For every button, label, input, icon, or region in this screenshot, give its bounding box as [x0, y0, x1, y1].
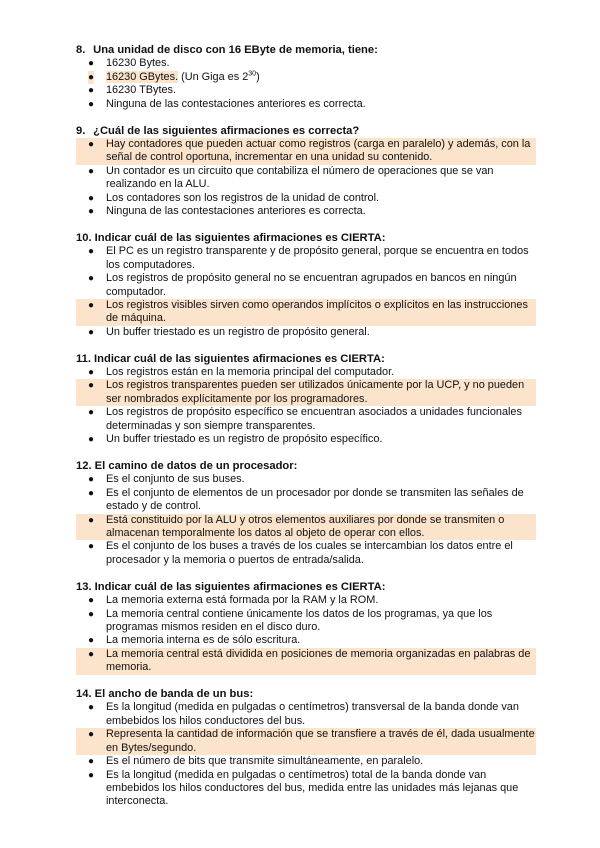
bullet-icon: ●: [88, 98, 95, 110]
question-title: [76, 581, 536, 594]
bullet-icon: ●: [88, 299, 95, 311]
option-text: Es el número de bits que transmite simultáneamente, en paralelo.: [106, 755, 424, 768]
answer-option: [76, 205, 536, 218]
option-text: Está constituido por la ALU y otros elementos auxiliares por donde se transmiten o almacenan temporalmente los datos al objeto de operar con ellos.: [106, 513, 505, 539]
bullet-icon: ●: [88, 541, 95, 553]
answer-options: [76, 366, 536, 446]
bullet-icon: ●: [88, 380, 95, 392]
option-text: 16230 Bytes.: [106, 57, 170, 70]
question-number: 12.: [76, 459, 92, 472]
question-13: [76, 581, 536, 675]
answer-option: [76, 192, 536, 205]
option-text: Un buffer triestado es un registro de propósito específico.: [106, 433, 383, 446]
answer-option-highlighted: [76, 514, 536, 541]
answer-option: [76, 433, 536, 446]
option-text: Ninguna de las contestaciones anteriores es correcta.: [106, 204, 366, 217]
bullet-icon: ●: [88, 367, 95, 379]
question-number: 8.: [76, 44, 86, 56]
bullet-icon: ●: [88, 326, 95, 338]
answer-option-highlighted: [76, 379, 536, 406]
answer-option-highlighted: [76, 138, 536, 165]
document-page: [76, 44, 536, 822]
option-text: Los registros de propósito específico se encuentran asociados a unidades funcionales determinadas y son siempre transparentes.: [106, 406, 522, 432]
question-text: El camino de datos de un procesador:: [91, 459, 298, 472]
bullet-icon: ●: [88, 138, 95, 150]
bullet-icon: ●: [88, 205, 95, 217]
answer-option: [76, 272, 536, 299]
answer-options: [76, 138, 536, 218]
answer-option: [76, 608, 536, 635]
option-text: Los contadores son los registros de la unidad de control.: [106, 191, 380, 204]
answer-option: [76, 98, 536, 111]
option-text: Los registros transparentes pueden ser utilizados únicamente por la UCP, y no pueden ser nombrados explícitamente por los programadores.: [106, 379, 525, 405]
bullet-icon: ●: [88, 407, 95, 419]
option-text: Un contador es un circuito que contabiliza el número de operaciones que se van realizando en la ALU.: [106, 164, 494, 191]
option-text: Representa la cantidad de información que se transfiere a través de él, dada usualmente en Bytes/segundo.: [106, 728, 535, 754]
bullet-icon: ●: [88, 434, 95, 446]
answer-options: [76, 245, 536, 339]
bullet-icon: ●: [88, 595, 95, 607]
answer-option: [76, 406, 536, 433]
bullet-icon: ●: [88, 702, 95, 714]
option-text: Los registros visibles sirven como operandos implícitos o explícitos en las instrucciones de máquina.: [106, 298, 528, 325]
option-text: Un buffer triestado es un registro de propósito general.: [106, 325, 370, 338]
answer-option-highlighted: [76, 648, 536, 675]
bullet-icon: ●: [88, 635, 95, 647]
bullet-icon: ●: [88, 192, 95, 204]
bullet-icon: ●: [88, 246, 95, 258]
option-text: La memoria central contiene únicamente los datos de los programas, ya que los programas mismos residen en el disco duro.: [106, 607, 493, 633]
answer-option: [76, 473, 536, 486]
answer-options: [76, 594, 536, 674]
question-title: [76, 688, 536, 701]
question-text: El ancho de banda de un bus:: [91, 688, 254, 701]
question-10: [76, 232, 536, 339]
answer-option: [76, 594, 536, 607]
answer-option: [76, 165, 536, 192]
answer-option-highlighted: [76, 299, 536, 326]
question-text: Indicar cuál de las siguientes afirmaciones es CIERTA:: [90, 352, 385, 365]
question-text: ¿Cuál de las siguientes afirmaciones es correcta?: [90, 124, 360, 137]
option-text: La memoria interna es de sólo escritura.: [106, 634, 301, 647]
question-8: [76, 44, 536, 111]
bullet-icon: ●: [88, 648, 95, 660]
bullet-icon: ●: [88, 85, 95, 97]
answer-option: [76, 326, 536, 339]
option-text: Es el conjunto de los buses a través de los cuales se intercambian los datos entre el procesador y la memoria o puertos de entrada/salida.: [106, 540, 513, 566]
option-text: Es la longitud (medida en pulgadas o centímetros) total de la banda donde van embebidos los hilos conductores del bus, medida entre las unidades más lejanas que interconecta.: [106, 768, 519, 808]
option-text: Ninguna de las contestaciones anteriores es correcta.: [106, 97, 366, 110]
option-text: La memoria externa está formada por la RAM y la ROM.: [106, 594, 379, 607]
answer-options: [76, 473, 536, 567]
question-14: [76, 688, 536, 809]
question-number: 13.: [76, 580, 92, 593]
bullet-icon: ●: [88, 474, 95, 486]
option-text: El PC es un registro transparente y de propósito general, porque se encuentra en todos los computadores.: [106, 245, 529, 271]
answer-option-highlighted: [76, 71, 536, 84]
option-text: 16230 GBytes.: [106, 70, 179, 83]
answer-option: [76, 84, 536, 97]
question-12: [76, 460, 536, 567]
option-text: 16230 TBytes.: [106, 84, 177, 97]
answer-option: [76, 245, 536, 272]
bullet-icon: ●: [88, 514, 95, 526]
bullet-icon: ●: [88, 608, 95, 620]
answer-option: [76, 487, 536, 514]
option-note-suffix: ): [256, 70, 260, 83]
option-note-exponent: 30: [248, 70, 257, 78]
bullet-icon: ●: [88, 165, 95, 177]
question-title: [76, 353, 536, 366]
option-note: (Un Giga es 2: [178, 70, 249, 83]
bullet-icon: ●: [88, 729, 95, 741]
question-number: 9.: [76, 124, 86, 137]
bullet-icon: ●: [88, 71, 95, 83]
question-title: [76, 125, 536, 138]
answer-option-highlighted: [76, 728, 536, 755]
option-text: La memoria central está dividida en posiciones de memoria organizadas en palabras de memoria.: [106, 647, 531, 674]
question-9: [76, 125, 536, 219]
answer-options: [76, 701, 536, 808]
option-text: Los registros de propósito general no se encuentran agrupados en bancos en ningún computador.: [106, 272, 517, 298]
question-title: [76, 44, 536, 57]
answer-option: [76, 634, 536, 647]
answer-option: [76, 701, 536, 728]
answer-option: [76, 769, 536, 809]
option-text: Los registros están en la memoria principal del computador.: [106, 366, 395, 379]
bullet-icon: ●: [88, 756, 95, 768]
question-text: Una unidad de disco con 16 EByte de memoria, tiene:: [90, 44, 378, 56]
question-title: [76, 460, 536, 473]
answer-option: [76, 755, 536, 768]
bullet-icon: ●: [88, 58, 95, 70]
answer-option: [76, 57, 536, 70]
option-text: Es el conjunto de sus buses.: [106, 473, 245, 486]
question-number: 14.: [76, 688, 92, 701]
question-text: Indicar cuál de las siguientes afirmaciones es CIERTA:: [91, 231, 386, 244]
bullet-icon: ●: [88, 769, 95, 781]
bullet-icon: ●: [88, 487, 95, 499]
question-text: Indicar cuál de las siguientes afirmaciones es CIERTA:: [91, 580, 386, 593]
answer-options: [76, 57, 536, 111]
bullet-icon: ●: [88, 273, 95, 285]
question-11: [76, 353, 536, 447]
question-number: 11.: [76, 352, 91, 365]
question-title: [76, 232, 536, 245]
option-text: Es la longitud (medida en pulgadas o centímetros) transversal de la banda donde van embebidos los hilos conductores del bus.: [106, 701, 519, 727]
question-number: 10.: [76, 231, 92, 244]
answer-option: [76, 366, 536, 379]
answer-option: [76, 540, 536, 567]
option-text: Es el conjunto de elementos de un procesador por donde se transmiten las señales de estado y de control.: [106, 486, 524, 513]
option-text: Hay contadores que pueden actuar como registros (carga en paralelo) y además, con la señal de control oportuna, incrementar en una unidad su contenido.: [106, 137, 531, 164]
